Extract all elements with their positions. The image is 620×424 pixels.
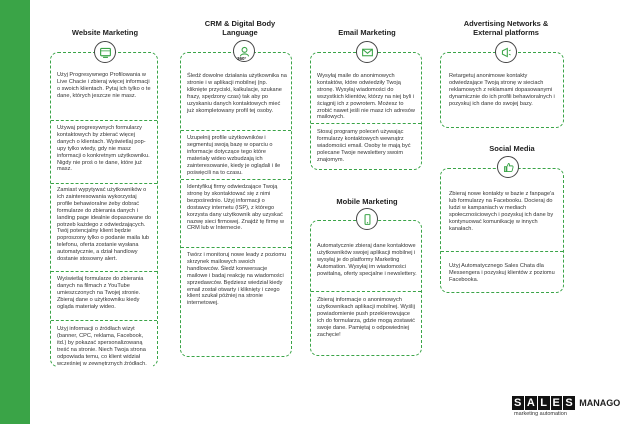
- website-marketing-group: [50, 52, 158, 367]
- crm-box-2: Uzupełnij profile użytkowników i segmentuj swoją bazę w oparciu o informacje dotyczące tego które materiały wideo wzbudzają ich zainteresowanie, kiedy je oglądali i ile poświęcili na to czasu.: [187, 135, 287, 176]
- social-box-2: Użyj Automatycznego Sales Chata dla Messengera i pozyskuj klientów z poziomu Facebooka.: [449, 263, 559, 284]
- website-icon: [94, 41, 116, 63]
- divider: [181, 130, 291, 131]
- thumbs-up-icon: [497, 156, 519, 178]
- crm-360-label: 360°: [237, 56, 247, 61]
- salesmanago-logo: [512, 396, 620, 422]
- logo-letter: A: [526, 397, 536, 409]
- crm-title: CRM & Digital Body Language: [204, 19, 276, 37]
- advertising-group: [440, 52, 564, 128]
- divider: [51, 183, 157, 184]
- crm-box-1: Śledź dowolne działania użytkownika na stronie i w aplikacji mobilnej (np. kliknięte przyciski, kalkulacje, szukane frazy, spędzony czas) tak aby po uzyskaniu danych kontaktowych mieć już skompletowany profil tej osoby.: [187, 73, 287, 114]
- advertising-box-1: Retargetuj anonimowe kontakty odwiedzające Twoją stronę w sieciach reklamowych z reklamami dopasowanymi dynamicznie do ich profili behawioralnych i pozyskuj ich dane do swojej bazy.: [449, 73, 559, 108]
- advertising-title: Advertising Networks & External platforms: [463, 19, 549, 37]
- website-box-3: Zamiast wypytywać użytkowników o ich zainteresowania wykorzystaj profile behawioralne żeby dobrać formularze do zbierania danych i landing page idealnie dopasowane do potrzeb każdego z odwiedzających. Twój potencjalny klient będzie poproszony tylko o podanie maila lub telefonu, oferta zostanie wysłana automatycznie, a dział handlowy dostanie stosowny alert.: [57, 187, 153, 263]
- website-box-5: Użyj informacji o źródłach wizyt (banner, CPC, reklama, Facebook, itd.) by pokazać spersonalizowaną treść na stronie. Niech Twoja strona odpowiada temu, co klient widział wcześniej w zewnętrznych źródłach.: [57, 326, 153, 367]
- website-box-2: Używaj progresywnych formularzy kontaktowych by zbierać więcej danych o klientach. Wyświetlaj pop-upy tylko wtedy, gdy nie masz informacji o konkretnym użytkowniku. Nigdy nie proś o te dane, które już masz.: [57, 125, 153, 173]
- divider: [51, 320, 157, 321]
- envelope-icon: [356, 41, 378, 63]
- mobile-marketing-title: Mobile Marketing: [336, 197, 398, 206]
- sidebar: [0, 0, 30, 424]
- logo-letter: E: [552, 397, 561, 409]
- divider: [441, 251, 563, 252]
- website-marketing-title: Website Marketing: [71, 28, 139, 37]
- email-box-2: Stosuj programy poleceń używając formularzy kontaktowych wewnątrz wiadomości email. Osoby te mają być polecane Twoje newslettery swoim znajomym.: [317, 129, 417, 164]
- social-media-title: Social Media: [489, 144, 535, 153]
- divider: [51, 271, 157, 272]
- megaphone-icon: [495, 41, 517, 63]
- logo-letter: L: [540, 397, 548, 409]
- email-marketing-title: Email Marketing: [338, 28, 396, 37]
- divider: [181, 247, 291, 248]
- logo-tagline: marketing automation: [514, 411, 567, 417]
- social-box-1: Zbieraj nowe kontakty w bazie z fanpage'a lub formularzy na Facebooku. Docieraj do ludzi w kampaniach w mediach społecznościowych i pozyskuj ich dane by kontynuować komunikację w innych kanałach.: [449, 191, 559, 232]
- smartphone-icon: [356, 208, 378, 230]
- crm-group: [180, 52, 292, 357]
- crm-box-3: Identyfikuj firmy odwiedzające Twoją stronę by skontaktować się z nimi bezpośrednio. Użyj informacji o dostawcy internetu (ISP), z którego korzysta dany użytkownik aby uzyskać nazwę sieci firmowej. Znajdź tę firmę w CRM lub w Internecie.: [187, 184, 287, 232]
- email-box-1: Wysyłaj maile do anonimowych kontaktów, które odwiedziły Twoją stronę. Wysyłaj wiadomości do wszystkich klientów, którzy na niej byli i ściągnij ich z powrotem. Możesz to zrobić nawet jeśli nie masz ich adresów mailowych.: [317, 73, 417, 121]
- email-marketing-group: [310, 52, 422, 170]
- divider: [51, 120, 157, 121]
- website-box-4: Wyświetlaj formularze do zbierania danych na filmach z YouTube umieszczonych na Twojej stronie. Zbieraj dane o użytkowniku kiedy ogląda materiały wideo.: [57, 276, 153, 311]
- divider: [181, 179, 291, 180]
- website-box-1: Użyj Progresywnego Profilowania w Live Chacie i zbieraj więcej informacji o swoich klientach. Pytaj ich tylko o te dane, których jeszcze nie masz.: [57, 72, 153, 100]
- divider: [311, 123, 421, 124]
- mobile-box-2: Zbieraj informacje o anonimowych użytkownikach aplikacji mobilnej. Wyślij powiadomienie push przekierowujące ich do formularza, gdzie mogą zostawić swoje dane. Pamiętaj o odpowiedniej zachęcie!: [317, 297, 417, 338]
- mobile-box-1: Automatycznie zbieraj dane kontaktowe użytkowników swojej aplikacji mobilnej i wysyłaj je do platformy Marketing Automation. Wysyłaj im wiadomości powitalną, oferty specjalne i newslettery.: [317, 243, 417, 277]
- sidebar-title: [0, 0, 1, 130]
- logo-manago: MANAGO: [579, 398, 620, 408]
- mobile-marketing-group: [310, 220, 422, 356]
- social-media-group: [440, 168, 564, 293]
- logo-letter: S: [514, 397, 522, 409]
- logo-letter: S: [565, 397, 574, 409]
- logo-sales-mark: [512, 396, 576, 410]
- crm-box-4: Twórz i monitoruj nowe leady z poziomu skrzynek mailowych swoich handlowców. Śledź konwersacje mailowe i badaj reakcję na wiadomości sprzedawców. Będziesz wiedział kiedy email został otwarty i kliknięty i czego klient szukał później na stronie internetowej.: [187, 252, 287, 307]
- divider: [311, 291, 421, 292]
